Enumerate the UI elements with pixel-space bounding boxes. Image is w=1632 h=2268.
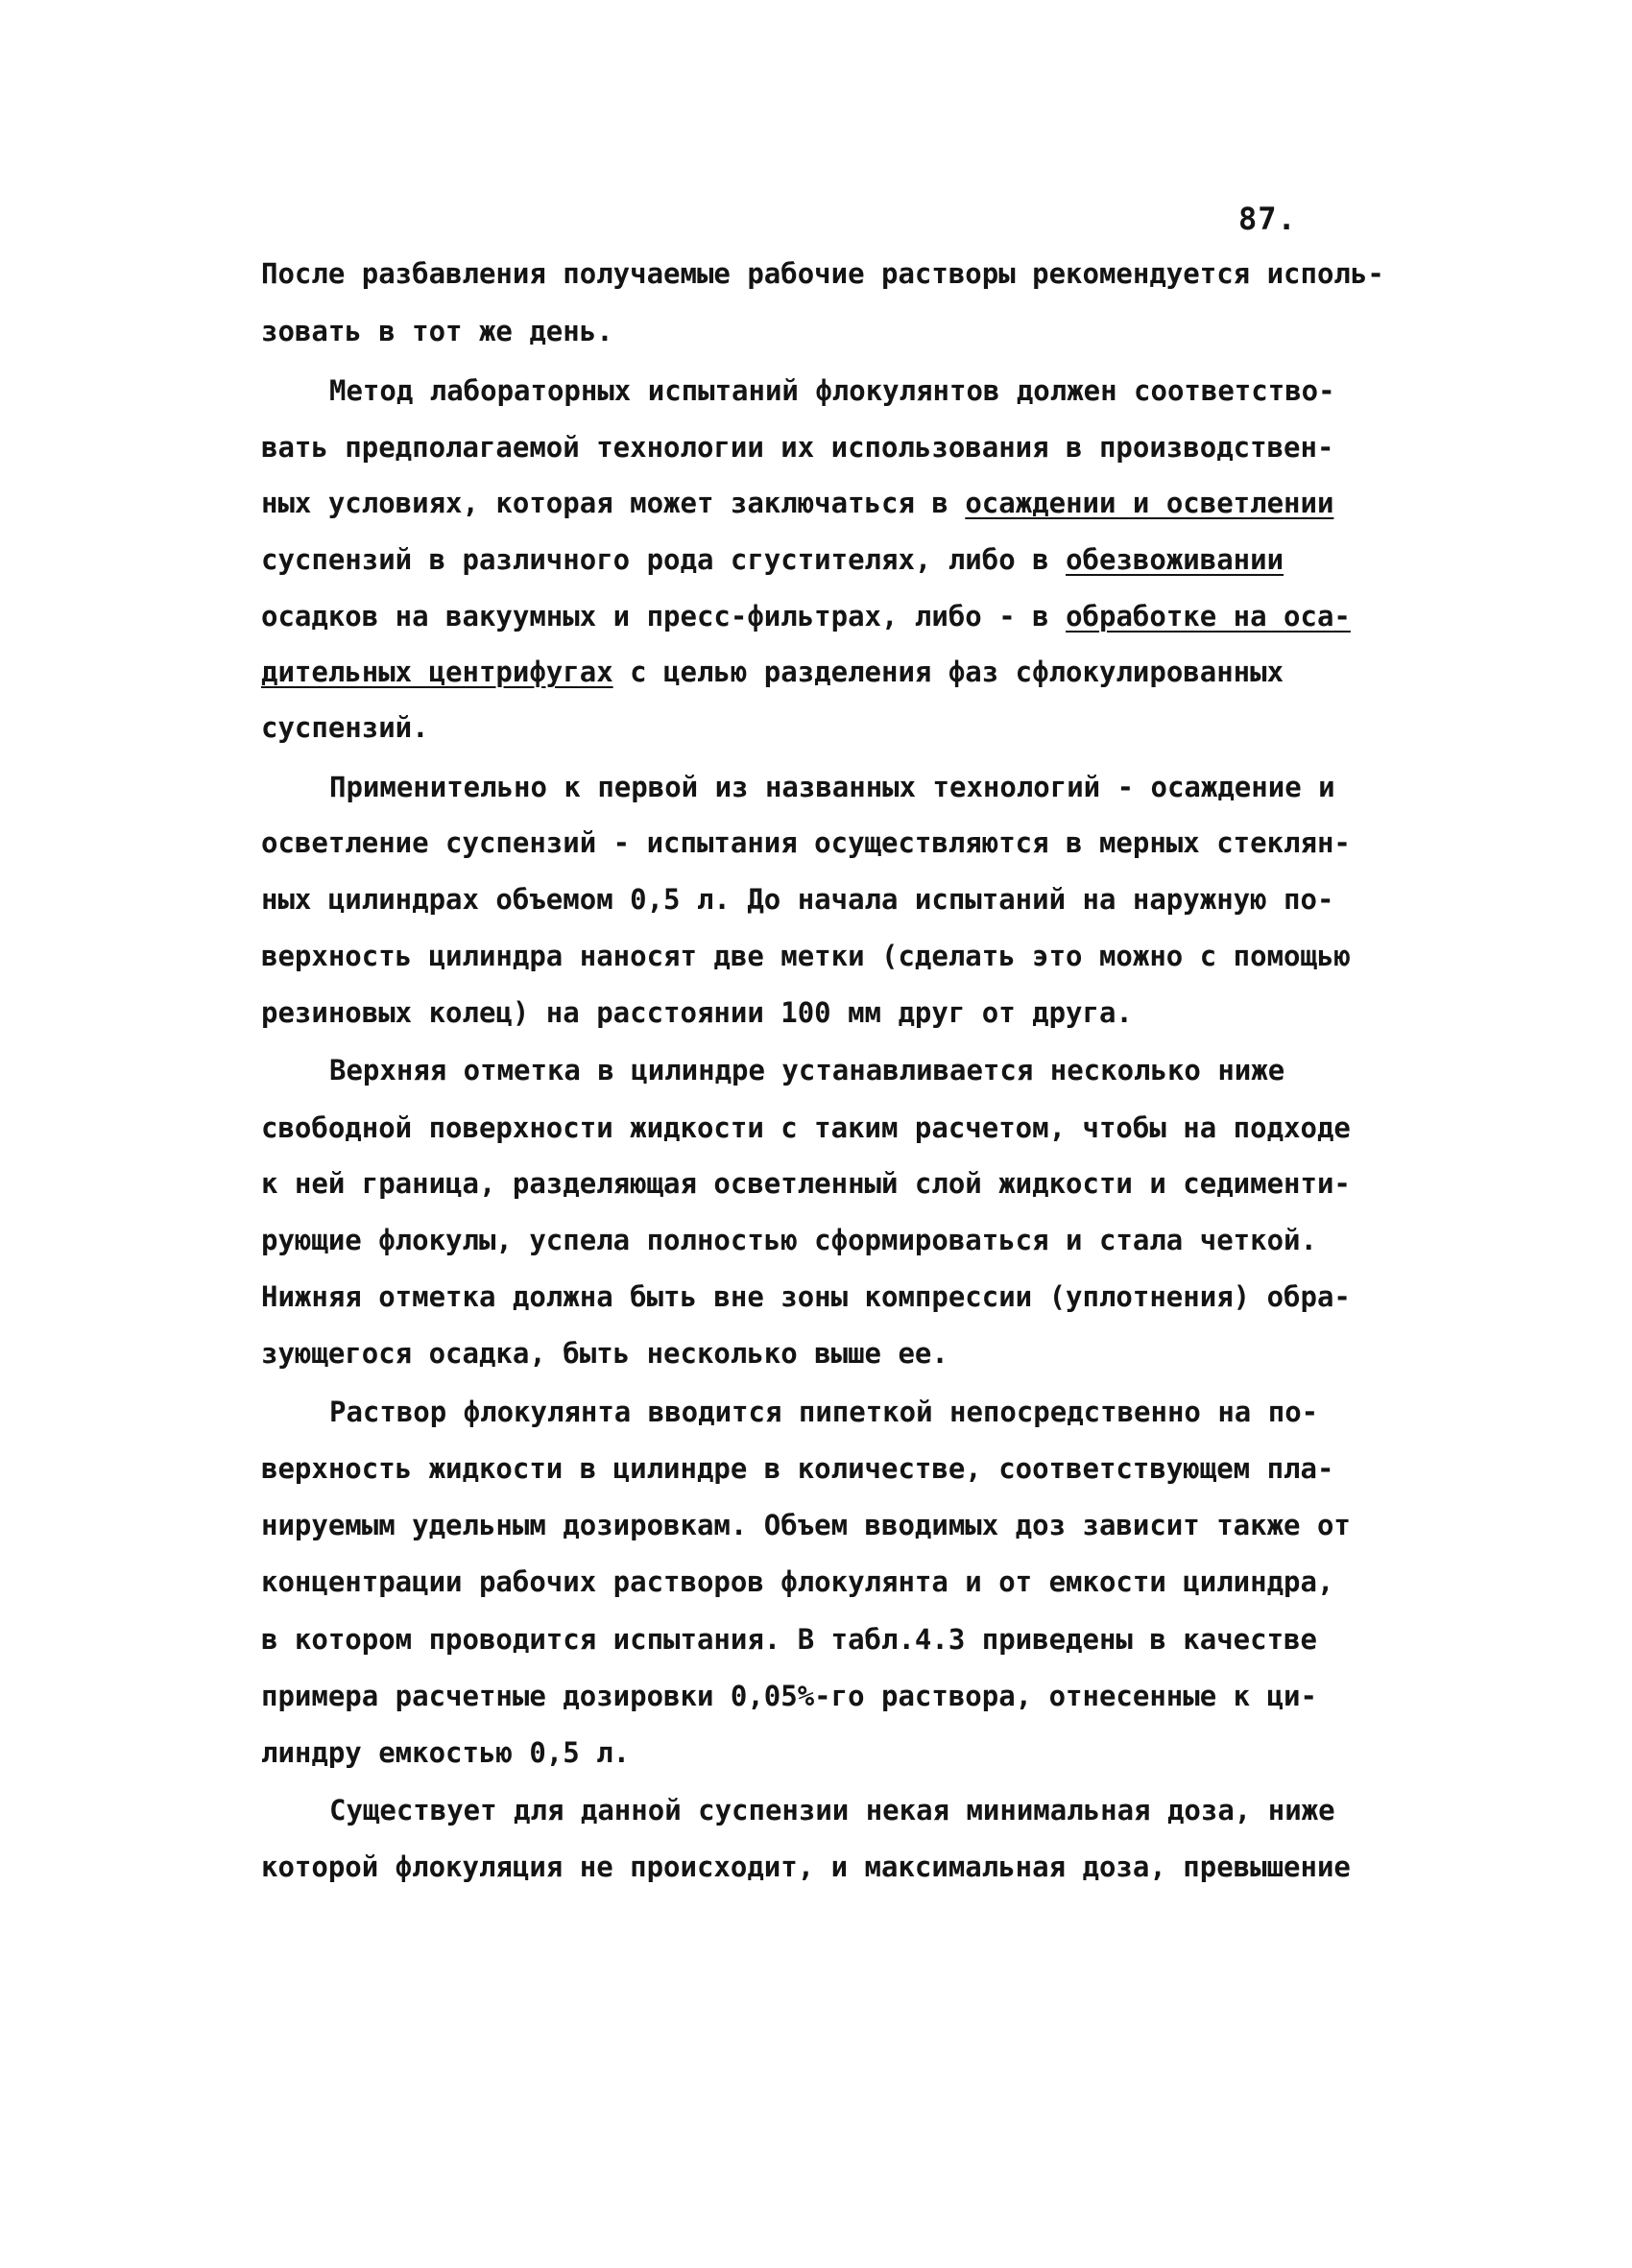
text-line: осветление суспензий - испытания осуществляются в мерных стеклян- [261,826,1351,859]
text-line: Нижняя отметка должна быть вне зоны компрессии (уплотнения) обра- [261,1280,1351,1313]
text-line: Существует для данной суспензии некая минимальная доза, ниже [329,1794,1335,1826]
text-line [261,484,1333,522]
text-line: нируемым удельным дозировкам. Объем вводимых доз зависит также от [261,1509,1351,1541]
text-line: свободной поверхности жидкости с таким расчетом, чтобы на подходе [261,1111,1351,1144]
text-segment: ных условиях, которая может заключаться в [261,487,966,519]
underlined-term: дительных центрифугах [261,656,613,688]
text-line: верхность жидкости в цилиндре в количестве, соответствующем пла- [261,1452,1334,1485]
text-line: верхность цилиндра наносят две метки (сделать это можно с помощью [261,940,1351,972]
page-number: 87. [1238,201,1297,237]
text-line: которой флокуляция не происходит, и максимальная доза, превышение [261,1850,1351,1883]
underlined-term: обезвоживании [1066,543,1284,576]
text-line: к ней граница, разделяющая осветленный слой жидкости и седименти- [261,1167,1351,1200]
text-line: После разбавления получаемые рабочие растворы рекомендуется исполь- [261,257,1384,290]
text-segment: суспензий в различного рода сгустителях, либо в [261,543,1067,576]
text-line: зовать в тот же день. [261,315,613,347]
text-line: линдру емкостью 0,5 л. [261,1736,631,1769]
text-line: в котором проводится испытания. В табл.4.3 приведены в качестве [261,1623,1317,1656]
text-line: рующие флокулы, успела полностью сформироваться и стала четкой. [261,1224,1317,1256]
text-line: Верхняя отметка в цилиндре устанавливается несколько ниже [329,1054,1285,1086]
text-line: примера расчетные дозировки 0,05%-го раствора, отнесенные к ци- [261,1680,1317,1712]
text-line: Применительно к первой из названных технологий - осаждение и [329,771,1335,803]
text-line: резиновых колец) на расстоянии 100 мм друг от друга. [261,996,1133,1029]
text-line [261,597,1351,635]
text-line: Раствор флокулянта вводится пипеткой непосредственно на по- [329,1396,1319,1428]
text-line: зующегося осадка, быть несколько выше ее. [261,1337,948,1370]
text-line: вать предполагаемой технологии их использования в производствен- [261,431,1334,464]
text-segment: с целью разделения фаз сфлокулированных [612,656,1284,688]
text-line [261,653,1284,691]
text-line [261,540,1284,579]
text-segment: осадков на вакуумных и пресс-фильтрах, либо - в [261,600,1067,633]
text-line: Метод лабораторных испытаний флокулянтов должен соответство- [329,374,1335,407]
text-line: концентрации рабочих растворов флокулянта и от емкости цилиндра, [261,1565,1334,1598]
text-line: суспензий. [261,711,429,744]
underlined-term: обработке на оса- [1066,600,1351,633]
text-line: ных цилиндрах объемом 0,5 л. До начала испытаний на наружную по- [261,883,1334,916]
underlined-term: осаждении и осветлении [965,487,1334,519]
